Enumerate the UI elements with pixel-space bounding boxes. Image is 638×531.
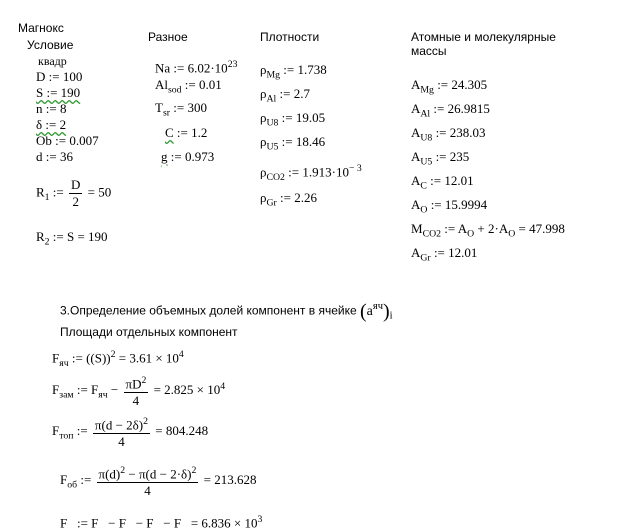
document-title: Магнокс	[18, 21, 64, 35]
condition-S: S := 190	[36, 85, 81, 100]
density-CO2: $\rho_{CO2}$ := $1.913\cdot 10^{- 3}$	[260, 163, 362, 183]
misc-g: g := 0.973	[161, 149, 215, 164]
mass-Mg: $A_{Mg}$ := 24.305	[411, 77, 488, 96]
mass-O: $A_O$ := 15.9994	[411, 197, 488, 216]
section3-subheading: Площади отдельных компонент	[60, 325, 238, 339]
mass-U8: $A_{U8}$ := 238.03	[411, 125, 486, 144]
density-U5: $\rho_{U5}$ := 18.46	[260, 134, 326, 153]
formula-F-top: $F_{топ}$ := $\frac{\pi(d - 2\delta)^2}{4}$ = 804.248	[52, 416, 209, 450]
condition-d: d := 36	[36, 149, 73, 164]
condition-D: D := 100	[36, 69, 83, 84]
density-Mg: $\rho_{Mg}$ := 1.738	[260, 62, 327, 81]
density-Al: $\rho_{Al}$ := 2.7	[260, 86, 310, 105]
condition-Ob: Ob := 0.007	[36, 133, 99, 148]
formula-F-cell: $F_{яч}$ := $((S))^2 = 3.61 \times 10^4$	[52, 349, 184, 369]
misc-T-sr: $T_{sr}$ := 300	[155, 100, 207, 119]
formula-R1: $R_1$ := $\frac{D}{2}$ = 50	[36, 177, 112, 209]
formula-F-partial: F := $F - F - F - F = 6.836 \times 10^3$	[60, 514, 263, 531]
section-misc-label: Разное	[148, 30, 188, 44]
condition-delta: δ := 2	[36, 117, 67, 132]
formula-F-ob: $F_{об}$ := $\frac{\pi(d)^2 - \pi(d - 2\cdot\delta)^2}{4}$ = 213.628	[60, 465, 257, 499]
density-Gr: $\rho_{Gr}$ := 2.26	[260, 190, 317, 209]
misc-Na: Na := $6.02\cdot 10^{23}$	[155, 59, 238, 76]
density-U8: $\rho_{U8}$ := 19.05	[260, 110, 326, 129]
mass-U5: $A_{U5}$ := 235	[411, 149, 470, 168]
misc-C: C := 1.2	[165, 125, 208, 140]
section-condition-label: Условие	[27, 38, 74, 52]
condition-n: n := 8	[36, 101, 67, 116]
mass-CO2: $M_{CO2}$ := $A_O + 2\cdot A_O = 47.998$	[411, 221, 565, 240]
condition-shape: квадр	[38, 54, 67, 68]
section3-heading: 3.Определение объемных долей компонент в ячейке $(a^{яч})_i$	[60, 300, 393, 322]
section-mass-label: Атомные и молекулярные массы	[411, 30, 556, 58]
mass-Al: $A_{Al}$ := 26.9815	[411, 101, 490, 120]
mass-Gr: $A_{Gr}$ := 12.01	[411, 245, 478, 264]
formula-R2: $R_2$ := S = 190	[36, 229, 108, 248]
misc-Al-sod: $Al_{sod}$ := 0.01	[155, 77, 222, 96]
section-density-label: Плотности	[260, 30, 320, 44]
formula-F-zam: $F_{зам}$ := $F_{яч}$ − $\frac{\pi D^2}{4}$ = $2.825 \times 10^4$	[52, 375, 226, 409]
mass-C: $A_C$ := 12.01	[411, 173, 474, 192]
